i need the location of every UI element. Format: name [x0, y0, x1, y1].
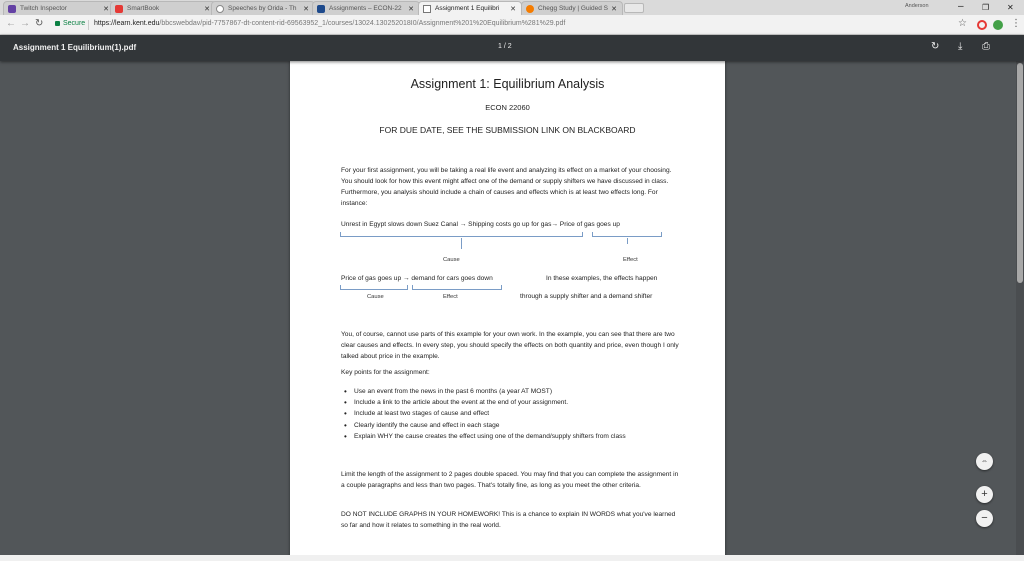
address-divider [88, 20, 89, 30]
profile-name[interactable]: Anderson [905, 3, 929, 9]
tab-chegg[interactable] [521, 1, 623, 15]
tab-title: Chegg Study | Guided S [538, 5, 608, 12]
pdf-toolbar [0, 35, 1024, 61]
url-host: https://learn.kent.edu [94, 20, 160, 27]
back-arrow-icon[interactable]: ← [6, 18, 16, 29]
effect-label-1: Effect [623, 257, 638, 263]
tab-title: Assignment 1 Equilibri [435, 5, 500, 12]
page-indicator: 1 / 2 [498, 43, 512, 50]
browser-toolbar [0, 15, 1024, 35]
doc-paragraph-3: Limit the length of the assignment to 2 pages double spaced. You may find that you can complete the assignment in a couple paragraphs and less than two pages. That's totally fine, as long as you meet the other criteria. [341, 471, 679, 489]
bullet-item: • Clearly identify the cause and effect in each stage [354, 422, 499, 429]
doc-course: ECON 22060 [485, 103, 530, 112]
tab-title: Twitch Inspector [20, 5, 67, 12]
close-tab-icon[interactable]: ✕ [611, 5, 617, 13]
rotate-icon[interactable]: ↻ [931, 41, 940, 52]
new-tab-button[interactable] [624, 3, 644, 13]
download-icon[interactable]: ⤓ [958, 41, 963, 52]
effect-bracket-1 [592, 232, 662, 237]
extension-green-icon[interactable] [993, 20, 1003, 30]
bullet-item: • Explain WHY the cause creates the effect using one of the demand/supply shifters from class [354, 433, 626, 440]
tab-strip [0, 0, 1024, 15]
example-note-line-1: In these examples, the effects happen [546, 275, 658, 282]
document-favicon-icon [423, 5, 431, 13]
zoom-in-button[interactable]: + [976, 486, 993, 503]
bookmark-star-icon[interactable]: ☆ [958, 18, 967, 29]
fit-to-page-button[interactable]: ⇔ [976, 453, 993, 470]
cause-bracket-1 [340, 232, 583, 237]
maximize-button[interactable]: ❐ [982, 3, 990, 12]
close-tab-icon[interactable]: ✕ [303, 5, 309, 13]
minimize-button[interactable]: – [958, 1, 964, 12]
effect-label-2: Effect [443, 294, 458, 300]
doc-due-date: FOR DUE DATE, SEE THE SUBMISSION LINK ON BLACKBOARD [379, 125, 636, 135]
doc-title: Assignment 1: Equilibrium Analysis [410, 77, 605, 91]
twitch-favicon-icon [8, 5, 16, 13]
scrollbar-thumb[interactable] [1017, 63, 1023, 283]
smartbook-favicon-icon [115, 5, 123, 13]
close-tab-icon[interactable]: ✕ [103, 5, 109, 13]
cause-label-1: Cause [443, 257, 460, 263]
forward-arrow-icon[interactable]: → [20, 18, 30, 29]
cause-connector-1 [461, 238, 462, 249]
key-points-heading: Key points for the assignment: [341, 369, 430, 376]
secure-label: Secure [63, 20, 86, 27]
close-tab-icon[interactable]: ✕ [510, 5, 516, 13]
url-field[interactable] [94, 20, 565, 27]
bullet-item: • Include a link to the article about the event at the end of your assignment. [354, 399, 568, 406]
tab-speeches[interactable] [211, 1, 315, 15]
tab-smartbook[interactable] [110, 1, 216, 15]
close-tab-icon[interactable]: ✕ [408, 5, 414, 13]
security-indicator[interactable] [55, 20, 85, 27]
url-path: /bbcswebdav/pid-7757867-dt-content-rid-69563952_1/courses/13024.130252018I0/Assignment%201%20Equilibrium%281%29.pdf [159, 20, 566, 27]
tab-assignment-pdf[interactable] [418, 1, 522, 15]
example-note-line-2: through a supply shifter and a demand shifter [520, 293, 653, 300]
tab-assignments[interactable] [312, 1, 420, 15]
cause-bracket-2 [340, 285, 408, 290]
blackboard-favicon-icon [317, 5, 325, 13]
speech-favicon-icon [216, 5, 224, 13]
bullet-item: • Use an event from the news in the past 6 months (a year AT MOST) [354, 388, 552, 395]
pdf-page [290, 61, 725, 555]
bullet-item: • Include at least two stages of cause and effect [354, 410, 489, 417]
doc-paragraph-2: You, of course, cannot use parts of this example for your own work. In the example, you can see that there are two clear causes and effects. In every step, you should specify the effects on both quantity and price, even though I only talked about price in the example. [341, 331, 679, 360]
effect-connector-1 [627, 238, 628, 244]
close-tab-icon[interactable]: ✕ [204, 5, 210, 13]
browser-menu-icon[interactable]: ⋮ [1011, 18, 1021, 29]
effect-bracket-2 [412, 285, 502, 290]
pdf-filename: Assignment 1 Equilibrium(1).pdf [13, 43, 137, 52]
tab-twitch-inspector[interactable] [3, 1, 115, 15]
doc-paragraph-4: DO NOT INCLUDE GRAPHS IN YOUR HOMEWORK! This is a chance to explain IN WORDS what you've learned so far and how it relates to something in the real world. [341, 511, 676, 529]
reload-icon[interactable]: ↻ [35, 18, 44, 29]
close-window-button[interactable]: ✕ [1007, 3, 1014, 12]
extension-opera-icon[interactable] [977, 20, 987, 30]
tab-title: Speeches by Orida - Th [228, 5, 297, 12]
example-chain-2: Price of gas goes up → demand for cars goes down [341, 275, 493, 282]
chegg-favicon-icon [526, 5, 534, 13]
zoom-out-button[interactable]: − [976, 510, 993, 527]
example-chain-1: Unrest in Egypt slows down Suez Canal → Shipping costs go up for gas→ Price of gas goes up [341, 221, 620, 228]
lock-icon [55, 21, 60, 26]
bottom-edge [0, 555, 1024, 561]
print-icon[interactable]: ⎙ [982, 41, 990, 52]
pdf-viewport[interactable] [0, 61, 1024, 555]
doc-intro-paragraph: For your first assignment, you will be taking a real life event and analyzing its effect on a market of your choosing. You should look for how this event might affect one of the demand or supply shifters we have discussed in class. Furthermore, you analysis should include a chain of causes and effects which is at least two effects long. For instance: [341, 167, 672, 207]
tab-title: SmartBook [127, 5, 160, 12]
tab-title: Assignments – ECON-22 [329, 5, 402, 12]
cause-label-2: Cause [367, 294, 384, 300]
